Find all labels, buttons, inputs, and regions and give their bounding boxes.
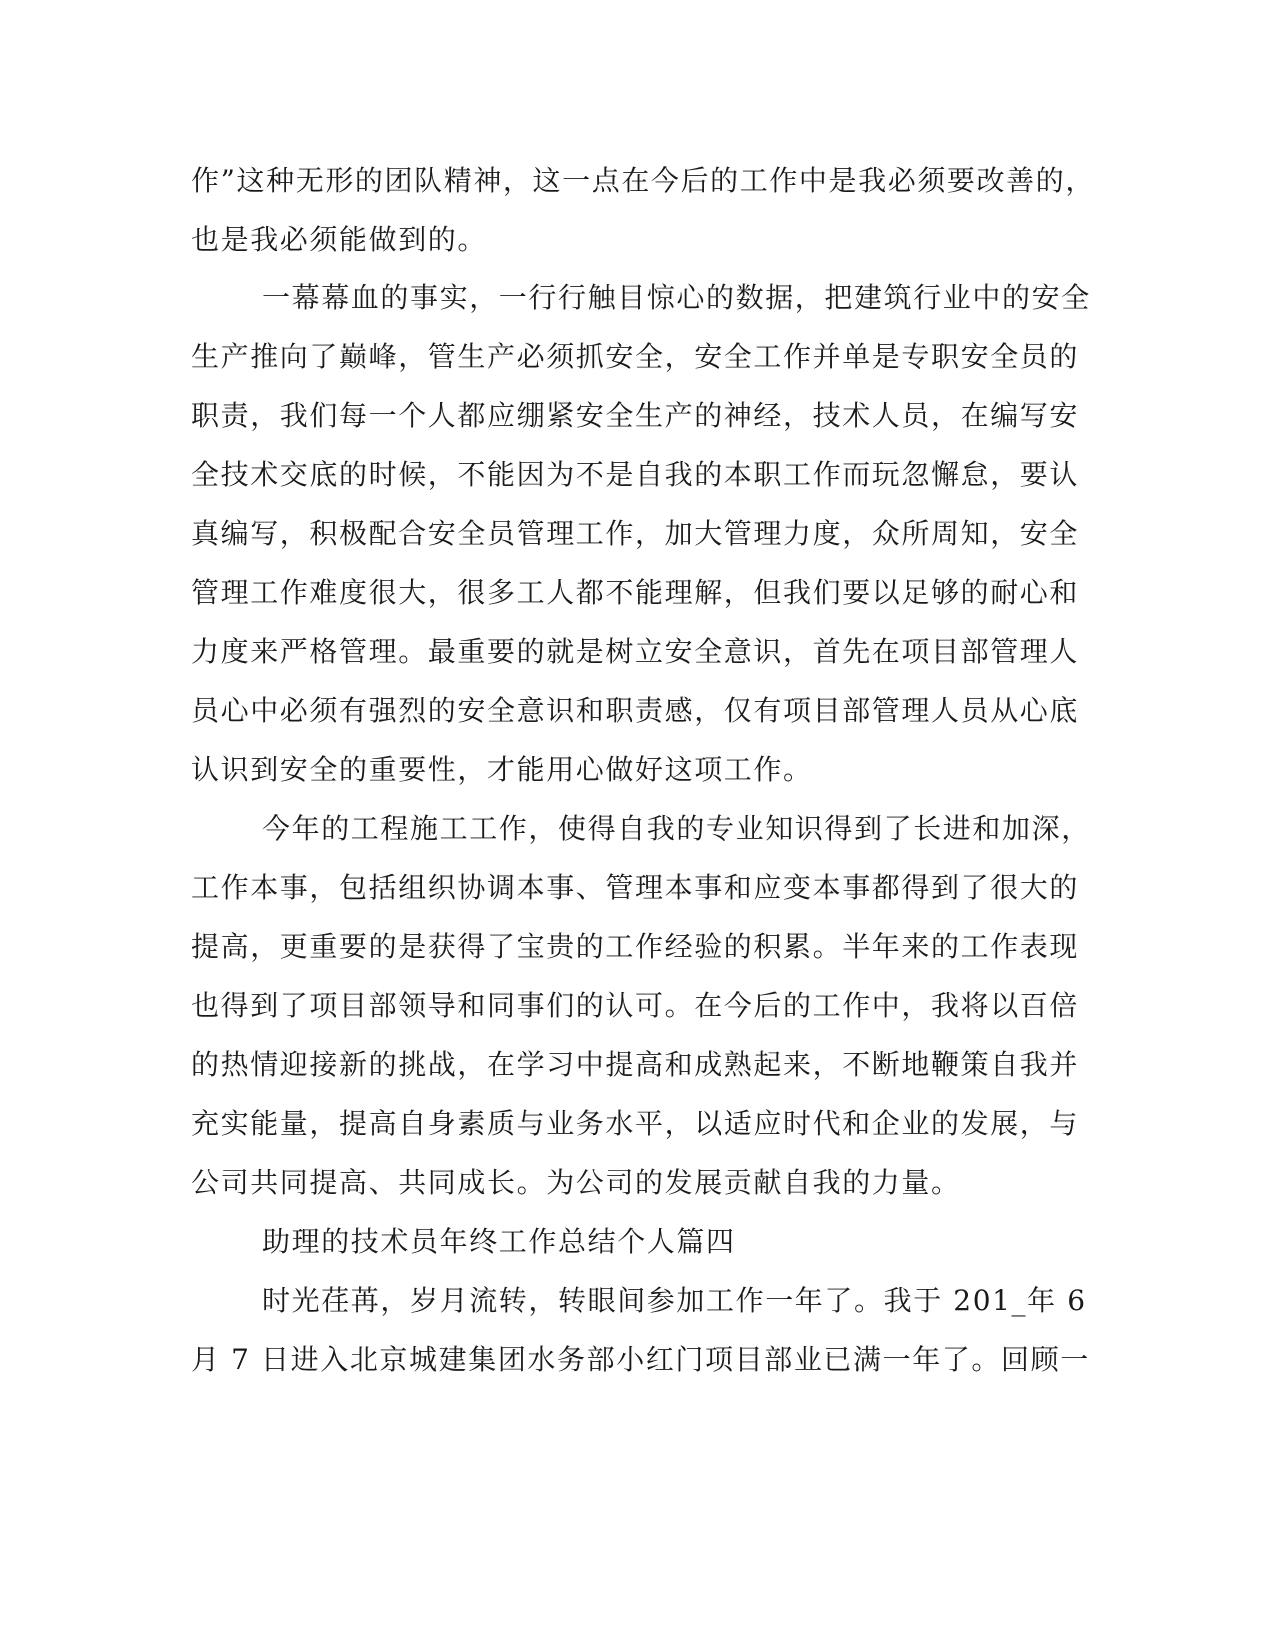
- section-heading: 助理的技术员年终工作总结个人篇四: [262, 1225, 736, 1258]
- paragraph-2-line-9: 认识到安全的重要性，才能用心做好这项工作。: [191, 753, 813, 786]
- paragraph-3-line-6: 充实能量，提高自身素质与业务水平，以适应时代和企业的发展，与: [191, 1107, 1080, 1140]
- paragraph-1-line-2: 也是我必须能做到的。: [191, 223, 488, 256]
- paragraph-3-line-4: 也得到了项目部领导和同事们的认可。在今后的工作中，我将以百倍: [191, 989, 1080, 1022]
- paragraph-2-line-4: 全技术交底的时候，不能因为不是自我的本职工作而玩忽懈怠，要认: [191, 458, 1080, 491]
- paragraph-2-line-7: 力度来严格管理。最重要的就是树立安全意识，首先在项目部管理人: [191, 635, 1080, 668]
- paragraph-2-line-5: 真编写，积极配合安全员管理工作，加大管理力度，众所周知，安全: [191, 517, 1080, 550]
- paragraph-2-line-8: 员心中必须有强烈的安全意识和职责感，仅有项目部管理人员从心底: [191, 694, 1080, 727]
- paragraph-4-line-2: 月 7 日进入北京城建集团水务部小红门项目部业已满一年了。回顾一: [191, 1343, 1090, 1376]
- paragraph-3-line-3: 提高，更重要的是获得了宝贵的工作经验的积累。半年来的工作表现: [191, 930, 1080, 963]
- paragraph-4-line-1: 时光荏苒，岁月流转，转眼间参加工作一年了。我于 201_年 6: [262, 1284, 1087, 1317]
- paragraph-1-line-1: 作”这种无形的团队精神，这一点在今后的工作中是我必须要改善的，: [191, 164, 1095, 197]
- paragraph-2-line-2: 生产推向了巅峰，管生产必须抓安全，安全工作并单是专职安全员的: [191, 340, 1080, 373]
- paragraph-2-line-1: 一幕幕血的事实，一行行触目惊心的数据，把建筑行业中的安全: [262, 281, 1091, 314]
- paragraph-3-line-5: 的热情迎接新的挑战，在学习中提高和成熟起来，不断地鞭策自我并: [191, 1048, 1080, 1081]
- paragraph-3-line-2: 工作本事，包括组织协调本事、管理本事和应变本事都得到了很大的: [191, 871, 1080, 904]
- paragraph-3-line-7: 公司共同提高、共同成长。为公司的发展贡献自我的力量。: [191, 1166, 961, 1199]
- paragraph-3-line-1: 今年的工程施工工作，使得自我的专业知识得到了长进和加深，: [262, 812, 1091, 845]
- paragraph-2-line-3: 职责，我们每一个人都应绷紧安全生产的神经，技术人员，在编写安: [191, 399, 1080, 432]
- paragraph-2-line-6: 管理工作难度很大，很多工人都不能理解，但我们要以足够的耐心和: [191, 576, 1080, 609]
